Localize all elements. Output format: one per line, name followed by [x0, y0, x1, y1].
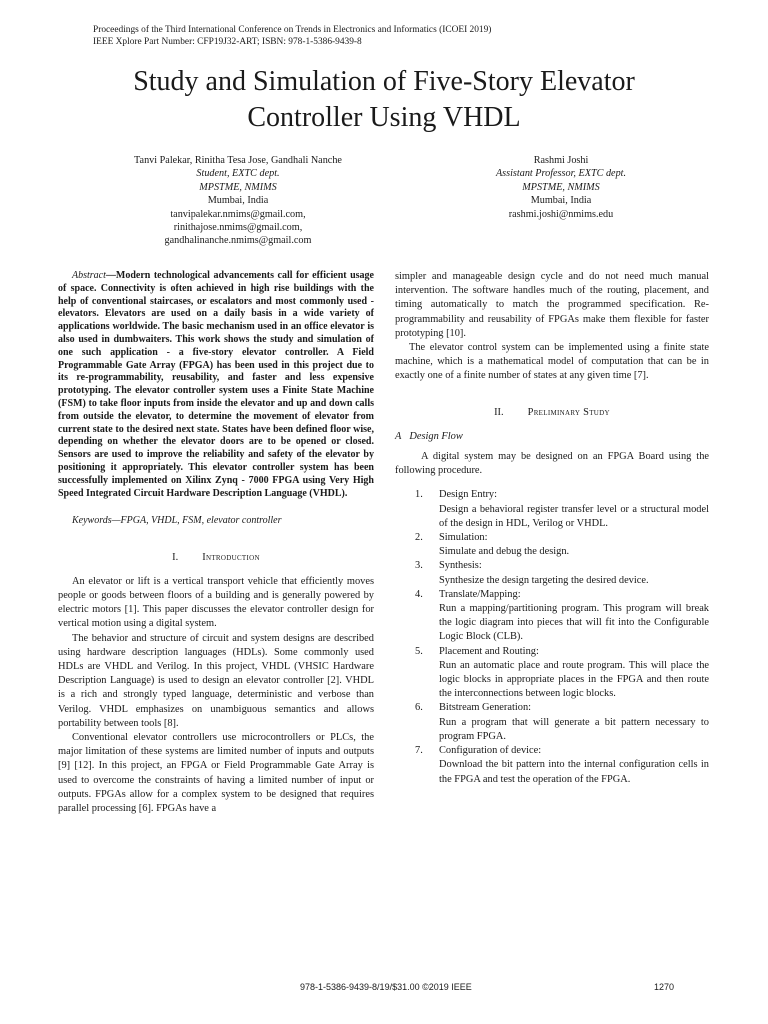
- list-item: [395, 744, 709, 787]
- section-title: Preliminary Study: [527, 406, 610, 418]
- proceedings-line: Proceedings of the Third International Conference on Trends in Electronics and Informatics (ICOEI 2019): [93, 25, 492, 35]
- keywords: Keywords—FPGA, VHDL, FSM, elevator controller: [72, 515, 282, 527]
- page-number: 1270: [654, 982, 675, 992]
- conference-header: [93, 24, 491, 48]
- step-number: 2.: [415, 532, 423, 544]
- step-description: Run a program that will generate a bit pattern necessary to program FPGA.: [439, 716, 709, 742]
- author-institution: MPSTME, NMIMS: [199, 181, 277, 193]
- step-number: 6.: [415, 702, 423, 714]
- author-role: Student, EXTC dept.: [196, 168, 280, 180]
- step-title: Synthesis:: [439, 560, 482, 572]
- author-institution: MPSTME, NMIMS: [522, 181, 600, 193]
- list-item: [395, 588, 709, 645]
- author-names: Tanvi Palekar, Rinitha Tesa Jose, Gandhali Nanche: [134, 155, 342, 166]
- intro-continued-paragraph: simpler and manageable design cycle and do not need much manual intervention. The software handles much of the routing, placement, and timing automatically to match the programmed specification. Re-programmability and reusability of FPGAs make them flexible for faster prototyping [10].: [395, 271, 709, 339]
- step-number: 1.: [415, 489, 423, 501]
- author-block-2: [436, 154, 686, 221]
- author-email[interactable]: tanvipalekar.nmims@gmail.com,: [170, 208, 306, 220]
- step-number: 4.: [415, 588, 423, 600]
- design-flow-intro: A digital system may be designed on an FPGA Board using the following procedure.: [395, 451, 709, 477]
- intro-paragraph: Conventional elevator controllers use microcontrollers or PLCs, the major limitation of these systems are limited number of inputs and outputs [9] [12]. In this project, an FPGA or Field Programmable Gate Array is used to overcome the constraints of having a limited number of input or outputs. FPGAs allow for a complex system to be designed that requires parallel processing [6]. FPGAs have a: [58, 731, 374, 814]
- step-number: 5.: [415, 645, 423, 657]
- author-location: Mumbai, India: [207, 195, 269, 207]
- list-item: [395, 531, 709, 559]
- title-line-1: Study and Simulation of Five-Story Elevator: [133, 66, 635, 97]
- author-names: Rashmi Joshi: [533, 155, 589, 166]
- step-description: Run a mapping/partitioning program. This program will break the logic diagram into pieces that will fit into the Configurable Logic Block (CLB).: [439, 603, 709, 643]
- subsection-heading-design-flow: [395, 430, 709, 444]
- author-email[interactable]: gandhalinanche.nmims@gmail.com: [164, 235, 312, 247]
- design-flow-list: [395, 488, 709, 786]
- intro-paragraph: The behavior and structure of circuit and system designs are described using hardware description languages (HDLs). Some commonly used HDLs are VHDL and Verilog. In this project, VHDL (VHSIC Hardware Description Language) is used to design an elevator controller [2]. VHDL is a rich and strongly typed language, deterministic and verbose than Verilog. VHDL emphasizes on unambiguous semantics and allows portability between tools [8].: [58, 632, 374, 729]
- footer-identifier: 978-1-5386-9439-8/19/$31.00 ©2019 IEEE: [300, 982, 472, 992]
- section-number: II.: [494, 406, 504, 418]
- step-number: 7.: [415, 745, 423, 757]
- author-location: Mumbai, India: [530, 195, 592, 207]
- step-description: Download the bit pattern into the internal configuration cells in the FPGA and test the operation of the FPGA.: [439, 759, 709, 785]
- section-number: I.: [172, 551, 179, 563]
- step-title: Design Entry:: [439, 489, 498, 501]
- author-email[interactable]: rashmi.joshi@nmims.edu: [508, 208, 614, 220]
- section-title: Introduction: [202, 551, 260, 563]
- intro-paragraph: An elevator or lift is a vertical transport vehicle that efficiently moves people or goods between floors of a building and is generally powered by electric motors [1]. This paper discusses the elevator controller design for vertical motion using a digital system.: [58, 575, 374, 630]
- intro-continued-paragraph: The elevator control system can be implemented using a finite state machine, which is a mathematical model of computation that can be in exactly one of a finite number of states at any given time [7].: [395, 342, 709, 382]
- abstract: [58, 270, 374, 500]
- subsection-letter: A: [395, 430, 402, 442]
- title-line-2: Controller Using VHDL: [247, 102, 521, 133]
- step-title: Configuration of device:: [439, 745, 542, 757]
- step-title: Bitstream Generation:: [439, 702, 532, 714]
- step-title: Simulation:: [439, 532, 488, 544]
- list-item: [395, 701, 709, 744]
- step-title: Translate/Mapping:: [439, 588, 521, 600]
- list-item: [395, 559, 709, 587]
- step-description: Synthesize the design targeting the desired device.: [439, 574, 649, 586]
- abstract-text: —Modern technological advancements call for efficient usage of space. Connectivity is often achieved in high rise buildings with the help of conventional staircases, or escalators and most commonly used - elevators. Elevators are used on a daily basis in a wide variety of applications worldwide. The basic mechanism used in an office elevator is also used in dumbwaiters. This work shows the study and simulation of one such application - a five-story elevator controller. A Field Programmable Gate Array (FPGA) has been used in this project due to its re-programmability, reusability, and faster and less expensive prototyping. The elevator controller system uses a Finite State Machine (FSM) to take floor inputs from inside the elevator and up and down calls from outside the elevator, to determine the movement of elevator from current state to the desired next state. States have been defined floor wise, depending on whether the elevator doors are to be opened or closed. Sensors are used to improve the reliability and safety of the elevator by positioning it appropriately. This elevator controller system has been successfully implemented on Xilinx Zynq - 7000 FPGA using Very High Speed Integrated Circuit Hardware Description Language (VHDL).: [58, 270, 374, 499]
- section-heading-preliminary-study: [395, 406, 709, 420]
- paper-title: [0, 64, 768, 136]
- list-item: [395, 645, 709, 702]
- right-column: [395, 270, 709, 787]
- author-block-1: [88, 154, 388, 248]
- author-email[interactable]: rinithajose.nmims@gmail.com,: [173, 222, 303, 234]
- abstract-label: Abstract: [72, 270, 106, 281]
- list-item: [395, 488, 709, 531]
- author-role: Assistant Professor, EXTC dept.: [495, 168, 627, 180]
- step-description: Run an automatic place and route program. This will place the logic blocks in appropriate places in the FPGA and then route the interconnections between logic blocks.: [439, 659, 709, 700]
- section-heading-introduction: [58, 551, 374, 565]
- step-description: Simulate and debug the design.: [439, 546, 570, 558]
- step-number: 3.: [415, 560, 423, 572]
- step-description: Design a behavioral register transfer level or a structural model of the design in HDL, Verilog or VHDL.: [439, 503, 709, 529]
- left-column: [58, 270, 374, 816]
- subsection-title: Design Flow: [409, 430, 463, 442]
- ieee-xplore-line: IEEE Xplore Part Number: CFP19J32-ART; ISBN: 978-1-5386-9439-8: [93, 37, 362, 47]
- step-title: Placement and Routing:: [439, 645, 539, 657]
